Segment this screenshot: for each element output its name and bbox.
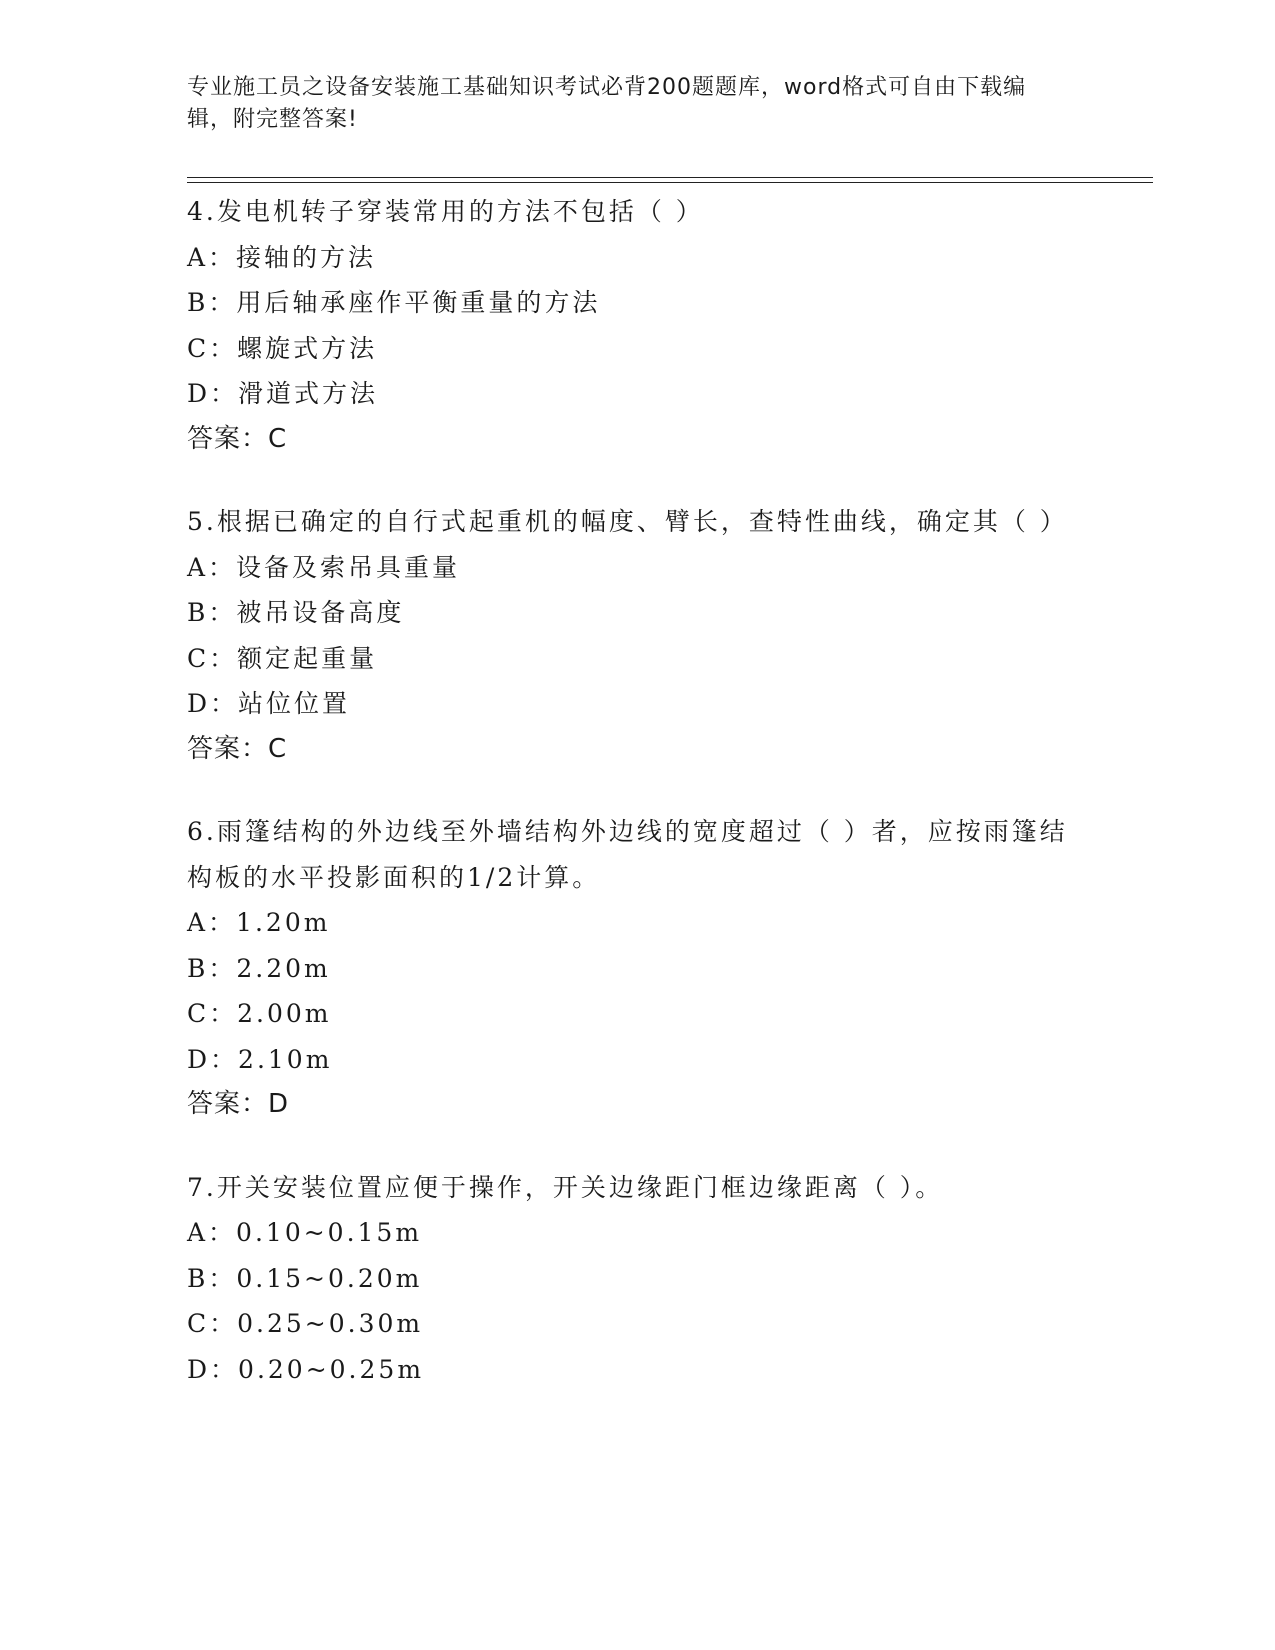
- option-c: C：额定起重量: [187, 643, 378, 673]
- option-c: C：螺旋式方法: [187, 333, 378, 363]
- option-d: D：0.20~0.25m: [187, 1354, 425, 1384]
- option-a: A：接轴的方法: [187, 242, 377, 272]
- header-divider-top: [187, 177, 1153, 178]
- header-divider-bottom: [187, 182, 1153, 183]
- question-stem: 7.开关安装位置应便于操作，开关边缘距门框边缘距离（ ）。: [187, 1172, 944, 1202]
- question-7: [187, 1165, 1087, 1393]
- question-stem: 4.发电机转子穿装常用的方法不包括（ ）: [187, 197, 704, 226]
- option-c: C：0.25~0.30m: [187, 1309, 424, 1338]
- option-c: C：2.00m: [187, 999, 332, 1028]
- question-stem: 5.根据已确定的自行式起重机的幅度、臂长，查特性曲线，确定其（ ）: [187, 507, 1068, 536]
- option-d: D：滑道式方法: [187, 379, 379, 408]
- option-d: D：站位位置: [187, 689, 351, 718]
- option-a: A：1.20m: [187, 908, 331, 937]
- option-d: D：2.10m: [187, 1044, 333, 1074]
- question-list: [187, 189, 1087, 1429]
- document-title: 专业施工员之设备安装施工基础知识考试必背200题题库，word格式可自由下载编辑，附完整答案!: [187, 75, 1027, 132]
- answer-line: 答案：C: [187, 733, 288, 764]
- answer-line: 答案：D: [187, 1089, 290, 1119]
- question-4: [187, 189, 1087, 462]
- question-5: [187, 499, 1087, 772]
- option-a: A：设备及索吊具重量: [187, 552, 461, 582]
- option-b: B：0.15~0.20m: [187, 1263, 423, 1293]
- option-b: B：2.20m: [187, 953, 331, 983]
- question-stem: 6.雨篷结构的外边线至外墙结构外边线的宽度超过（ ）者，应按雨篷结构板的水平投影面积的1/2计算。: [187, 817, 1068, 892]
- question-6: [187, 809, 1087, 1128]
- option-b: B：被吊设备高度: [187, 598, 405, 627]
- option-a: A：0.10~0.15m: [187, 1218, 423, 1247]
- document-header: [187, 72, 1067, 136]
- option-b: B：用后轴承座作平衡重量的方法: [187, 288, 601, 317]
- answer-line: 答案：C: [187, 423, 288, 454]
